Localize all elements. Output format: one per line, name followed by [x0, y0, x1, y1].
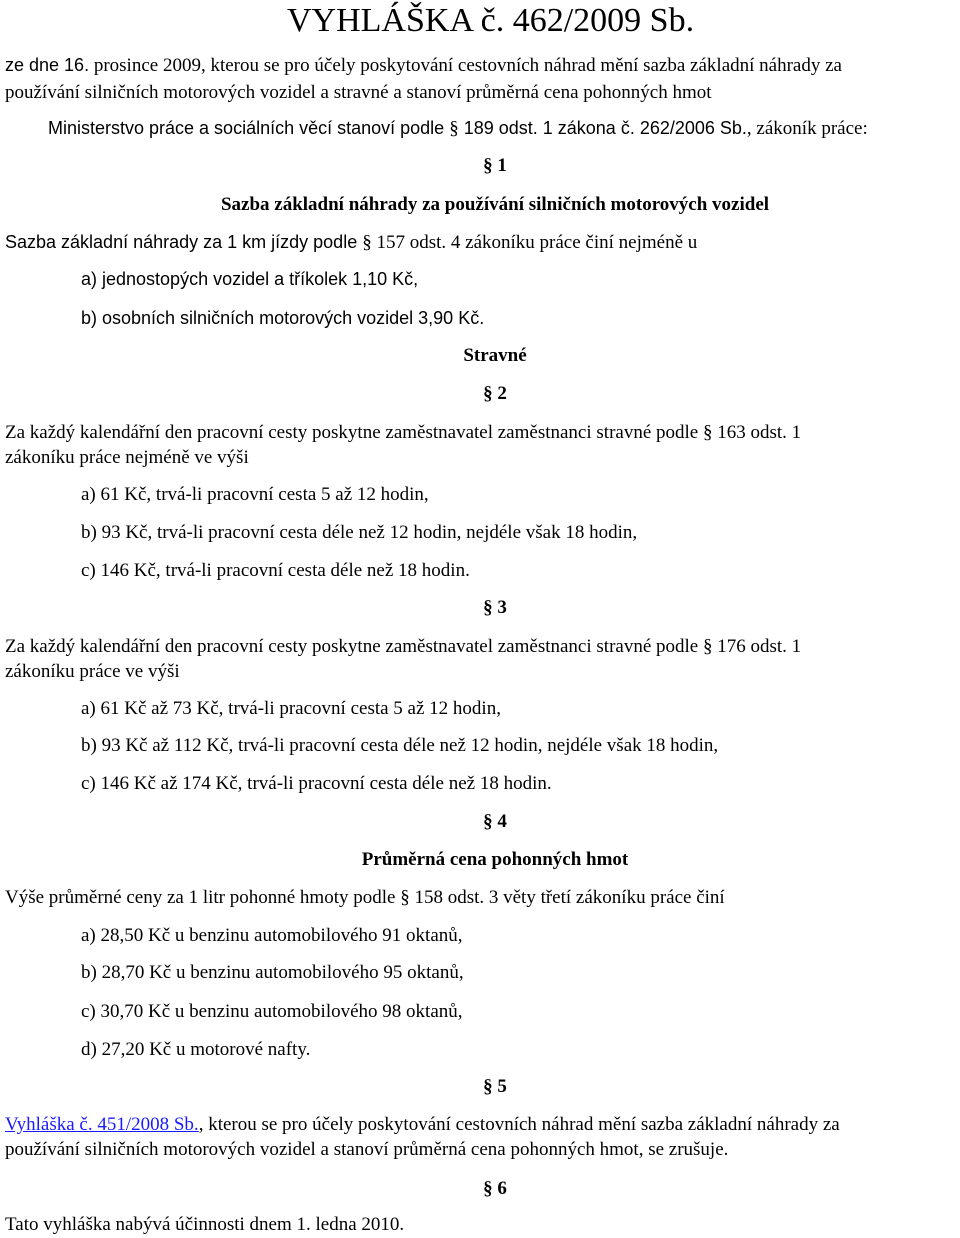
s6-line-1: Tato vyhláška nabývá účinnosti dnem 1. ledna 2010. — [5, 1214, 405, 1235]
section-1-title: Sazba základní náhrady za používání silničních motorových vozidel — [220, 194, 770, 215]
s3-line-2: zákoníku práce ve výši — [5, 661, 180, 682]
s4-line-1: Výše průměrné ceny za 1 litr pohonné hmoty podle § 158 odst. 3 věty třetí zákoníku práce činí — [5, 887, 725, 908]
s4-item-c: c) 30,70 Kč u benzinu automobilového 98 oktanů, — [81, 1001, 463, 1022]
s4-item-d: d) 27,20 Kč u motorové nafty. — [81, 1039, 311, 1060]
intro-line3-a: Ministerstvo práce a sociálních věcí stanoví podle — [48, 118, 450, 138]
s2-line-2: zákoníku práce nejméně ve výši — [5, 447, 249, 468]
s3-item-a: a) 61 Kč až 73 Kč, trvá-li pracovní cesta 5 až 12 hodin, — [81, 698, 501, 719]
s3-item-c: c) 146 Kč až 174 Kč, trvá-li pracovní cesta déle než 18 hodin. — [81, 773, 552, 794]
intro-line-2: používání silničních motorových vozidel a stravné a stanoví průměrná cena pohonných hmot — [5, 82, 712, 103]
s2-item-a: a) 61 Kč, trvá-li pracovní cesta 5 až 12 hodin, — [81, 484, 429, 505]
intro-date-rest: prosince 2009, kterou se pro účely poskytování cestovních náhrad mění sazba základní náhrady za — [89, 55, 842, 76]
section-4-title: Průměrná cena pohonných hmot — [361, 849, 629, 870]
s1-text-a: Sazba základní náhrady za 1 km jízdy podle — [5, 232, 363, 252]
s2-item-c: c) 146 Kč, trvá-li pracovní cesta déle než 18 hodin. — [81, 560, 470, 581]
page-title: VYHLÁŠKA č. 462/2009 Sb. — [287, 2, 695, 39]
repealed-decree-link[interactable]: Vyhláška č. 451/2008 Sb. — [5, 1114, 199, 1135]
stravne-heading: Stravné — [463, 345, 527, 366]
section-6-heading: § 6 — [483, 1178, 507, 1199]
section-sign-icon: § — [449, 118, 459, 139]
section-1-heading: § 1 — [483, 155, 507, 176]
s3-item-b: b) 93 Kč až 112 Kč, trvá-li pracovní cesta déle než 12 hodin, nejdéle však 18 hodin, — [81, 735, 719, 756]
intro-line3-c: 189 odst. 1 zákona č. 262/2006 Sb. — [458, 118, 747, 138]
section-3-heading: § 3 — [483, 597, 507, 618]
s4-item-b: b) 28,70 Kč u benzinu automobilového 95 oktanů, — [81, 962, 464, 983]
s5-line-2: používání silničních motorových vozidel a stanoví průměrná cena pohonných hmot, se zrušuje. — [5, 1139, 729, 1160]
s5-line-1 — [5, 1115, 840, 1134]
s4-item-a: a) 28,50 Kč u benzinu automobilového 91 oktanů, — [81, 925, 463, 946]
section-sign-icon: § — [362, 232, 372, 253]
s1-text-c: 157 odst. 4 zákoníku práce činí nejméně u — [371, 232, 698, 253]
intro-date-prefix: ze dne 16. — [5, 55, 90, 75]
section-2-heading: § 2 — [483, 383, 507, 404]
intro-line-3 — [48, 119, 868, 138]
s5-line1-rest: , kterou se pro účely poskytování cestovních náhrad mění sazba základní náhrady za — [198, 1114, 840, 1135]
s3-line-1: Za každý kalendářní den pracovní cesty poskytne zaměstnavatel zaměstnanci stravné podle § 176 odst. 1 — [5, 636, 802, 657]
intro-line3-d: , zákoník práce: — [746, 118, 868, 139]
s1-item-b: b) osobních silničních motorových vozidel 3,90 Kč. — [81, 308, 485, 328]
section-1-text — [5, 233, 697, 252]
intro-date-line — [5, 56, 842, 75]
section-4-heading: § 4 — [483, 811, 507, 832]
s1-item-a: a) jednostopých vozidel a tříkolek 1,10 Kč, — [81, 269, 419, 289]
s2-line-1: Za každý kalendářní den pracovní cesty poskytne zaměstnavatel zaměstnanci stravné podle § 163 odst. 1 — [5, 422, 802, 443]
section-5-heading: § 5 — [483, 1076, 507, 1097]
s2-item-b: b) 93 Kč, trvá-li pracovní cesta déle než 12 hodin, nejdéle však 18 hodin, — [81, 522, 638, 543]
